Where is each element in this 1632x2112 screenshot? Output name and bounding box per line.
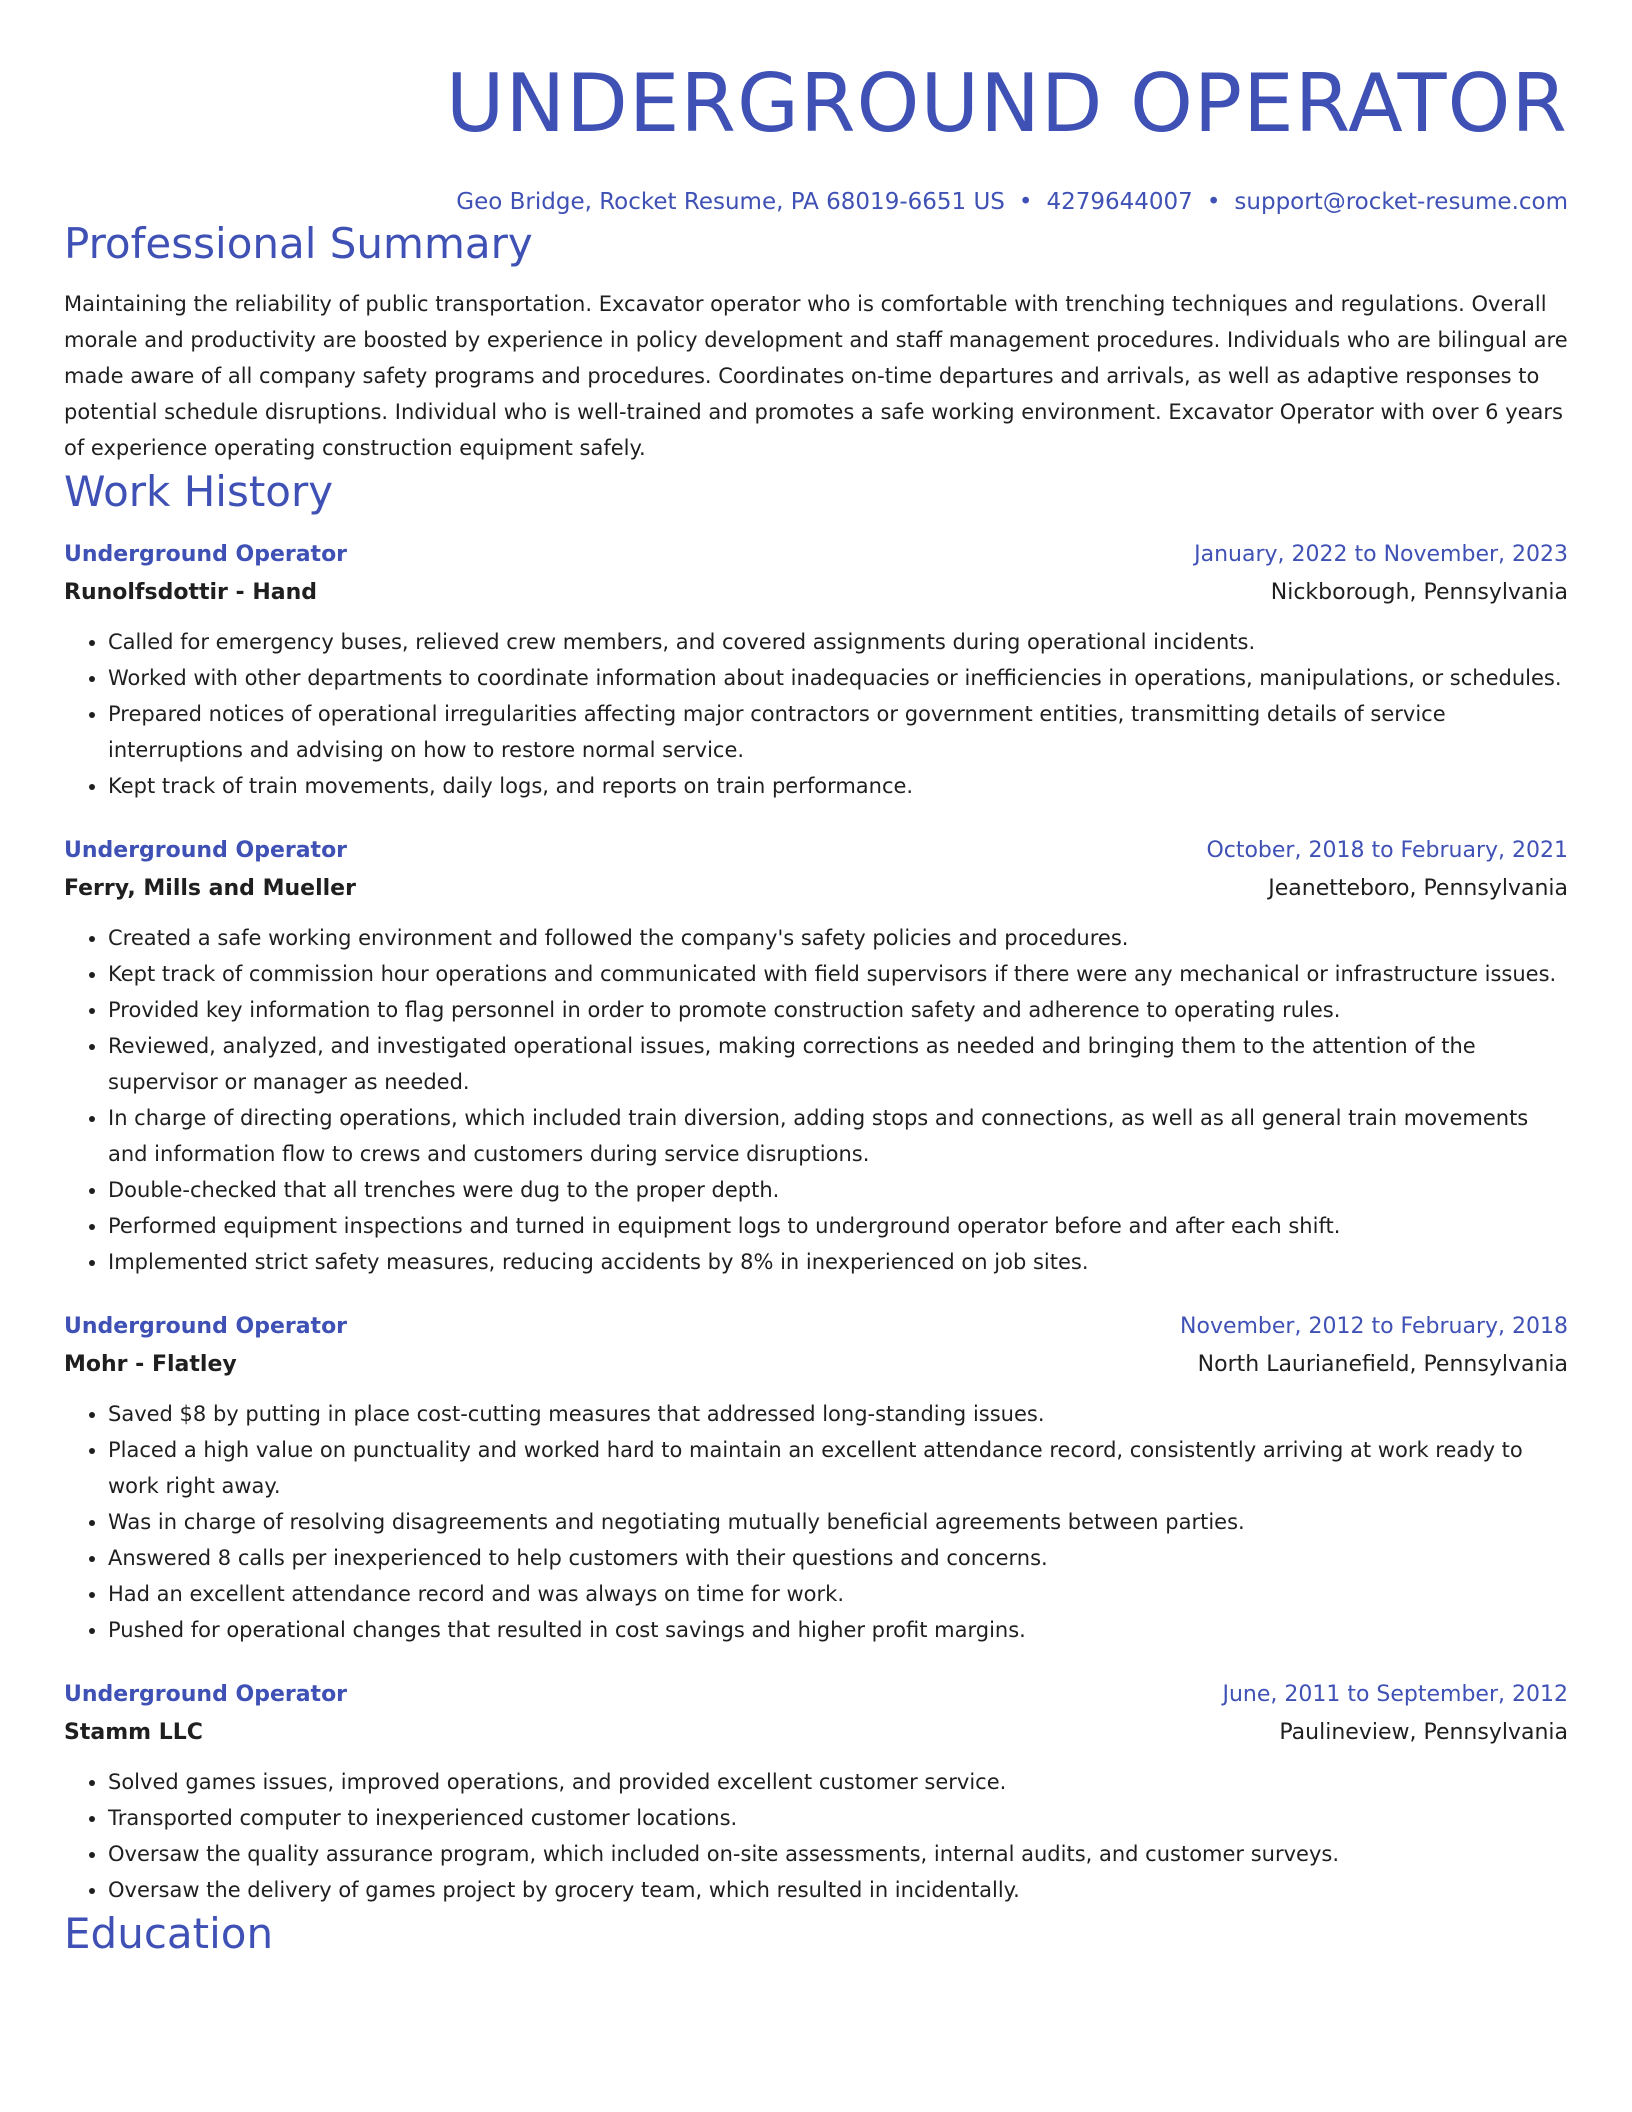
job-role: Underground Operator	[64, 838, 348, 863]
job-bullet: • Oversaw the delivery of games project by grocery team, which resulted in incidentally.	[108, 1872, 1568, 1908]
job-bullets	[64, 624, 1568, 804]
job-bullets	[64, 1764, 1568, 1908]
job-role: Underground Operator	[64, 1314, 348, 1339]
job-bullet: • Double-checked that all trenches were dug to the proper depth.	[108, 1172, 1568, 1208]
contact-address: Geo Bridge, Rocket Resume, PA 68019-6651 US	[456, 189, 1005, 215]
job-role: Underground Operator	[64, 1682, 348, 1707]
contact-email[interactable]: support@rocket-resume.com	[1234, 189, 1568, 215]
job-dates: June, 2011 to September, 2012	[1222, 1682, 1568, 1707]
job-entry	[64, 832, 1568, 1280]
job-bullet: • Reviewed, analyzed, and investigated operational issues, making corrections as needed and bringing them to the attention of the supervisor or manager as needed.	[108, 1028, 1568, 1100]
contact-line	[64, 186, 1568, 218]
job-bullet: • Placed a high value on punctuality and worked hard to maintain an excellent attendance record, consistently arriving at work ready to work right away.	[108, 1432, 1568, 1504]
job-entry	[64, 536, 1568, 804]
resume-page	[64, 0, 1568, 1960]
job-company: Stamm LLC	[64, 1720, 203, 1745]
job-bullet: • Had an excellent attendance record and was always on time for work.	[108, 1576, 1568, 1612]
summary-text: Maintaining the reliability of public transportation. Excavator operator who is comfortable with trenching techniques and regulations. Overall morale and productivity are boosted by experience in policy development and staff management procedures. Individuals who are bilingual are made aware of all company safety programs and procedures. Coordinates on-time departures and arrivals, as well as adaptive responses to potential schedule disruptions. Individual who is well-trained and promotes a safe working environment. Excavator Operator with over 6 years of experience operating construction equipment safely.	[64, 292, 1568, 460]
job-company: Runolfsdottir - Hand	[64, 580, 317, 605]
section-title-summary: Professional Summary	[64, 219, 533, 268]
job-location: Paulineview, Pennsylvania	[1279, 1720, 1568, 1745]
job-entry	[64, 1676, 1568, 1908]
job-bullet: • Prepared notices of operational irregularities affecting major contractors or government entities, transmitting details of service interruptions and advising on how to restore normal service.	[108, 696, 1568, 768]
job-bullet: • Transported computer to inexperienced customer locations.	[108, 1800, 1568, 1836]
contact-separator: •	[1206, 189, 1221, 215]
job-bullet: • Provided key information to flag personnel in order to promote construction safety and adherence to operating rules.	[108, 992, 1568, 1028]
job-bullet: • Pushed for operational changes that resulted in cost savings and higher profit margins.	[108, 1612, 1568, 1648]
job-company: Mohr - Flatley	[64, 1352, 237, 1377]
job-bullets	[64, 1396, 1568, 1648]
job-bullet: • Oversaw the quality assurance program, which included on-site assessments, internal audits, and customer surveys.	[108, 1836, 1568, 1872]
contact-phone: 4279644007	[1046, 189, 1193, 215]
job-bullet: • Kept track of commission hour operations and communicated with field supervisors if there were any mechanical or infrastructure issues.	[108, 956, 1568, 992]
section-title-education: Education	[64, 1909, 274, 1958]
job-bullets	[64, 920, 1568, 1280]
job-dates: October, 2018 to February, 2021	[1206, 838, 1568, 863]
job-bullet: • Answered 8 calls per inexperienced to help customers with their questions and concerns.	[108, 1540, 1568, 1576]
candidate-name: UNDERGROUND OPERATOR	[445, 57, 1568, 150]
job-bullet: • Created a safe working environment and followed the company's safety policies and procedures.	[108, 920, 1568, 956]
job-location: Nickborough, Pennsylvania	[1270, 580, 1568, 605]
job-bullet: • Worked with other departments to coordinate information about inadequacies or inefficiencies in operations, manipulations, or schedules.	[108, 660, 1568, 696]
job-bullet: • Solved games issues, improved operations, and provided excellent customer service.	[108, 1764, 1568, 1800]
job-entry	[64, 1308, 1568, 1648]
job-bullet: • Kept track of train movements, daily logs, and reports on train performance.	[108, 768, 1568, 804]
job-dates: January, 2022 to November, 2023	[1194, 542, 1568, 567]
job-company: Ferry, Mills and Mueller	[64, 876, 356, 901]
job-bullet: • Called for emergency buses, relieved crew members, and covered assignments during operational incidents.	[108, 624, 1568, 660]
contact-separator: •	[1018, 189, 1033, 215]
job-bullet: • In charge of directing operations, which included train diversion, adding stops and connections, as well as all general train movements and information flow to crews and customers during service disruptions.	[108, 1100, 1568, 1172]
job-location: North Laurianefield, Pennsylvania	[1197, 1352, 1568, 1377]
job-role: Underground Operator	[64, 542, 348, 567]
job-bullet: • Was in charge of resolving disagreements and negotiating mutually beneficial agreements between parties.	[108, 1504, 1568, 1540]
job-dates: November, 2012 to February, 2018	[1180, 1314, 1568, 1339]
section-title-work-history: Work History	[64, 467, 334, 516]
job-bullet: • Saved $8 by putting in place cost-cutting measures that addressed long-standing issues.	[108, 1396, 1568, 1432]
job-bullet: • Performed equipment inspections and turned in equipment logs to underground operator before and after each shift.	[108, 1208, 1568, 1244]
job-location: Jeanetteboro, Pennsylvania	[1268, 876, 1568, 901]
job-bullet: • Implemented strict safety measures, reducing accidents by 8% in inexperienced on job sites.	[108, 1244, 1568, 1280]
